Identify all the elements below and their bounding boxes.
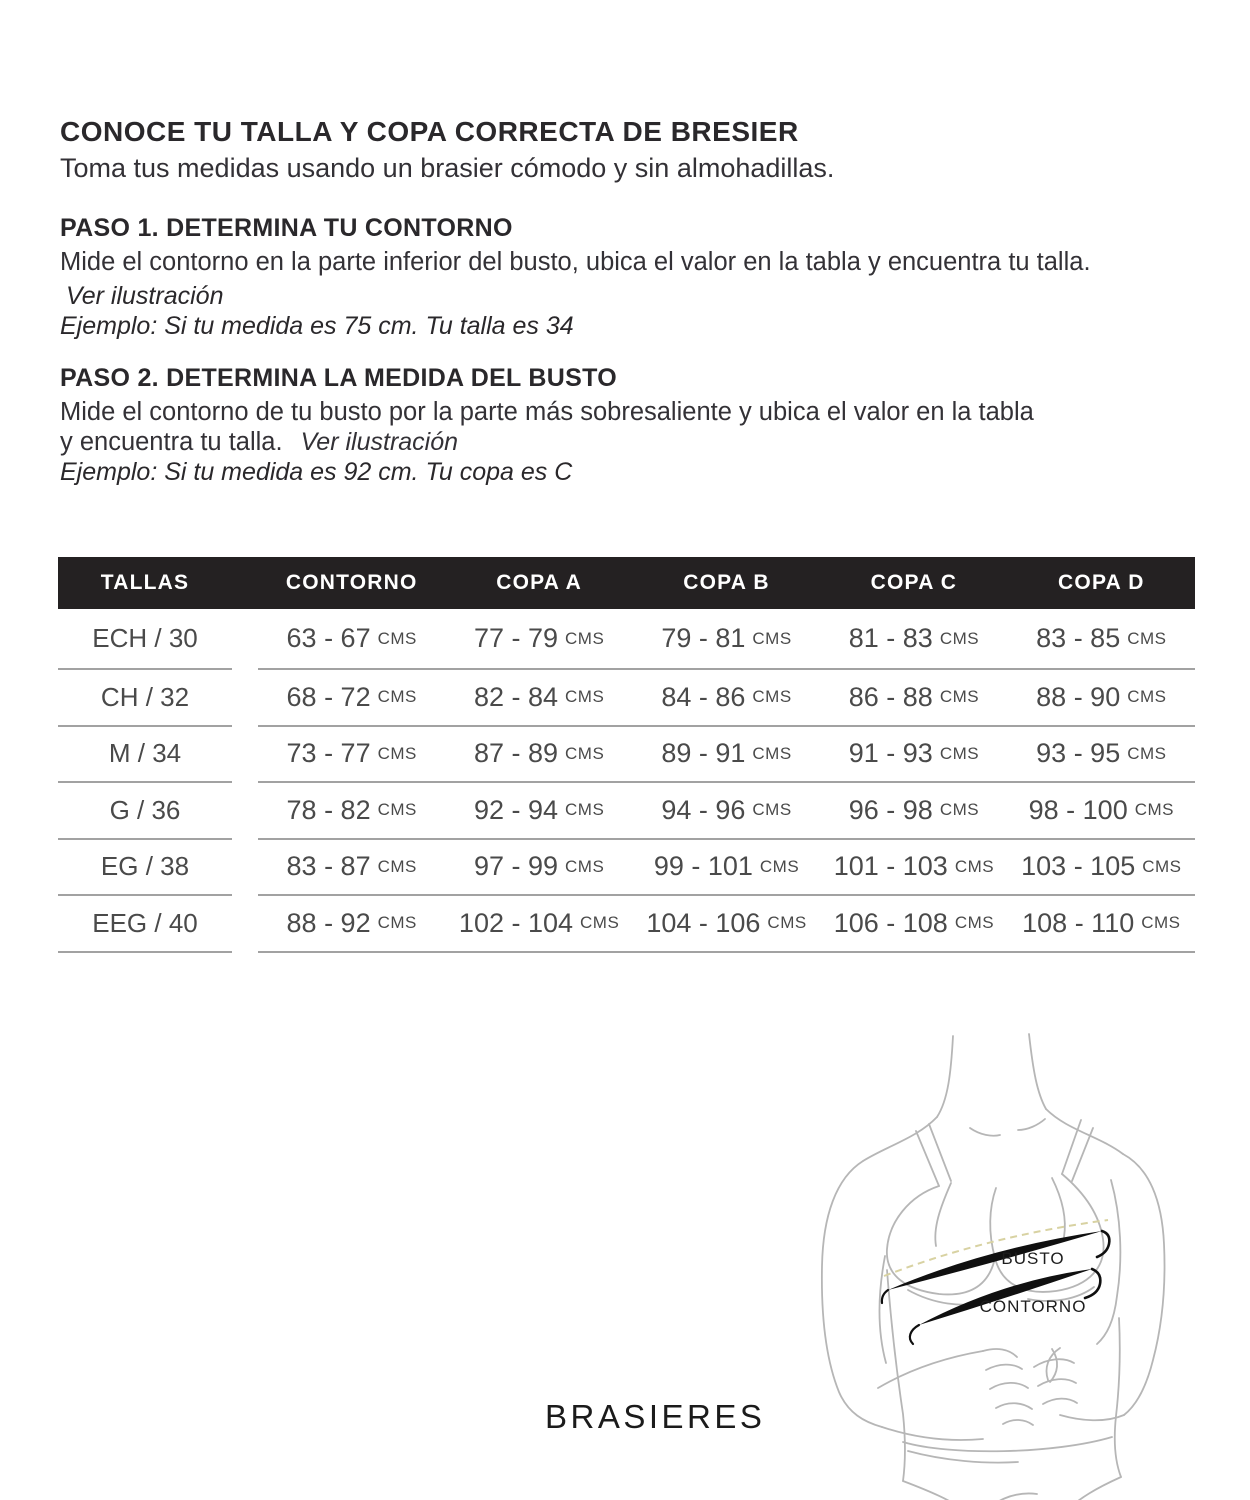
unit-label: CMS (1127, 628, 1167, 648)
step2-instruction-line2-text: y encuentra tu talla. (60, 428, 283, 456)
size-label: EG / 38 (58, 840, 232, 897)
copa-d-value: 98 - 100 CMS (1028, 794, 1174, 825)
contorno-value: 88 - 92 CMS (286, 907, 417, 938)
table-row (58, 840, 1195, 897)
body-outline (822, 1034, 1165, 1500)
unit-label: CMS (939, 743, 980, 763)
unit-label: CMS (377, 856, 417, 876)
step2-see-illustration: Ver ilustración (300, 428, 459, 456)
woman-torso-lineart (790, 1018, 1230, 1500)
contorno-value: 78 - 82 CMS (286, 794, 417, 825)
contorno-value: 63 - 67 CMS (286, 623, 417, 653)
copa-d-value: 108 - 110 CMS (1022, 907, 1181, 938)
unit-label: CMS (954, 856, 995, 876)
table-row (58, 783, 1195, 840)
dashed-guide-line (884, 1220, 1108, 1276)
size-label: ECH / 30 (58, 609, 232, 670)
table-row (58, 609, 1195, 670)
unit-label: CMS (565, 856, 605, 876)
table-row (58, 727, 1195, 784)
unit-label: CMS (752, 800, 792, 820)
row-measurements (258, 896, 1195, 953)
copa-c-value: 86 - 88 CMS (848, 681, 980, 712)
header-contorno: CONTORNO (285, 571, 418, 594)
unit-label: CMS (1127, 743, 1167, 763)
unit-label: CMS (752, 628, 792, 648)
header-copa-c: COPA C (870, 571, 958, 594)
copa-b-value: 104 - 106 CMS (646, 907, 807, 938)
step2-instruction-line2 (60, 428, 458, 457)
unit-label: CMS (1142, 856, 1182, 876)
unit-label: CMS (1141, 913, 1181, 933)
step1-instruction: Mide el contorno en la parte inferior del busto, ubica el valor en la tabla y encuentra tu talla. (60, 248, 1091, 276)
busto-label: BUSTO (1001, 1249, 1065, 1268)
row-measurements (258, 840, 1195, 897)
step2-example: Ejemplo: Si tu medida es 92 cm. Tu copa es C (60, 458, 573, 486)
step1-see-illustration: Ver ilustración (66, 282, 224, 310)
unit-label: CMS (565, 743, 605, 763)
column-gap (232, 896, 258, 953)
unit-label: CMS (752, 687, 792, 707)
column-gap (232, 840, 258, 897)
size-label: EEG / 40 (58, 896, 232, 953)
row-measurements (258, 727, 1195, 784)
unit-label: CMS (939, 687, 980, 707)
copa-b-value: 89 - 91 CMS (661, 738, 792, 769)
copa-a-value: 97 - 99 CMS (473, 851, 605, 882)
contorno-value: 68 - 72 CMS (286, 681, 417, 712)
row-measurements (258, 609, 1195, 670)
contorno-label: CONTORNO (979, 1297, 1087, 1316)
copa-d-value: 93 - 95 CMS (1036, 738, 1167, 769)
step2-heading: PASO 2. DETERMINA LA MEDIDA DEL BUSTO (60, 364, 617, 392)
copa-a-value: 82 - 84 CMS (473, 681, 605, 712)
table-row (58, 670, 1195, 727)
copa-c-value: 96 - 98 CMS (848, 794, 980, 825)
table-row (58, 896, 1195, 953)
step2-instruction-line1: Mide el contorno de tu busto por la parte más sobresaliente y ubica el valor en la tabla (60, 398, 1034, 426)
copa-c-value: 106 - 108 CMS (833, 907, 995, 938)
unit-label: CMS (377, 628, 417, 648)
unit-label: CMS (377, 800, 417, 820)
column-gap (232, 609, 258, 670)
category-label: BRASIERES (545, 1398, 766, 1435)
contorno-value: 83 - 87 CMS (286, 851, 417, 882)
copa-a-value: 87 - 89 CMS (473, 738, 605, 769)
copa-c-value: 101 - 103 CMS (833, 851, 995, 882)
column-gap (232, 670, 258, 727)
copa-b-value: 79 - 81 CMS (661, 623, 792, 653)
unit-label: CMS (759, 856, 800, 876)
unit-label: CMS (1134, 800, 1174, 820)
unit-label: CMS (939, 800, 980, 820)
unit-label: CMS (752, 743, 792, 763)
unit-label: CMS (377, 913, 417, 933)
size-label: M / 34 (58, 727, 232, 784)
header-data-columns (258, 571, 1195, 595)
copa-b-value: 99 - 101 CMS (653, 851, 800, 882)
size-table-header-row (58, 557, 1195, 609)
measurement-illustration (790, 1018, 1230, 1500)
unit-label: CMS (565, 687, 605, 707)
copa-b-value: 84 - 86 CMS (661, 681, 792, 712)
step1-heading: PASO 1. DETERMINA TU CONTORNO (60, 214, 513, 242)
unit-label: CMS (767, 913, 807, 933)
unit-label: CMS (377, 687, 417, 707)
copa-b-value: 94 - 96 CMS (661, 794, 792, 825)
row-measurements (258, 783, 1195, 840)
copa-c-value: 91 - 93 CMS (848, 738, 980, 769)
copa-d-value: 88 - 90 CMS (1036, 681, 1167, 712)
column-gap (232, 727, 258, 784)
column-gap (232, 783, 258, 840)
copa-a-value: 92 - 94 CMS (473, 794, 605, 825)
unit-label: CMS (565, 628, 605, 648)
unit-label: CMS (377, 743, 417, 763)
size-table (58, 557, 1195, 953)
step1-example: Ejemplo: Si tu medida es 75 cm. Tu talla es 34 (60, 312, 574, 340)
unit-label: CMS (954, 913, 995, 933)
row-measurements (258, 670, 1195, 727)
header-tallas: TALLAS (100, 571, 190, 594)
copa-a-value: 77 - 79 CMS (473, 623, 605, 653)
header-copa-b: COPA B (683, 571, 770, 594)
copa-c-value: 81 - 83 CMS (848, 623, 980, 653)
unit-label: CMS (1127, 687, 1167, 707)
copa-d-value: 83 - 85 CMS (1036, 623, 1167, 653)
copa-a-value: 102 - 104 CMS (458, 907, 620, 938)
unit-label: CMS (939, 628, 980, 648)
page-title: CONOCE TU TALLA Y COPA CORRECTA DE BRESIER (60, 116, 799, 147)
copa-d-value: 103 - 105 CMS (1021, 851, 1182, 882)
unit-label: CMS (580, 913, 620, 933)
unit-label: CMS (565, 800, 605, 820)
size-label: CH / 32 (58, 670, 232, 727)
header-copa-d: COPA D (1058, 571, 1145, 594)
page-subtitle: Toma tus medidas usando un brasier cómodo y sin almohadillas. (60, 153, 835, 183)
size-label: G / 36 (58, 783, 232, 840)
contorno-value: 73 - 77 CMS (286, 738, 417, 769)
header-copa-a: COPA A (496, 571, 582, 594)
